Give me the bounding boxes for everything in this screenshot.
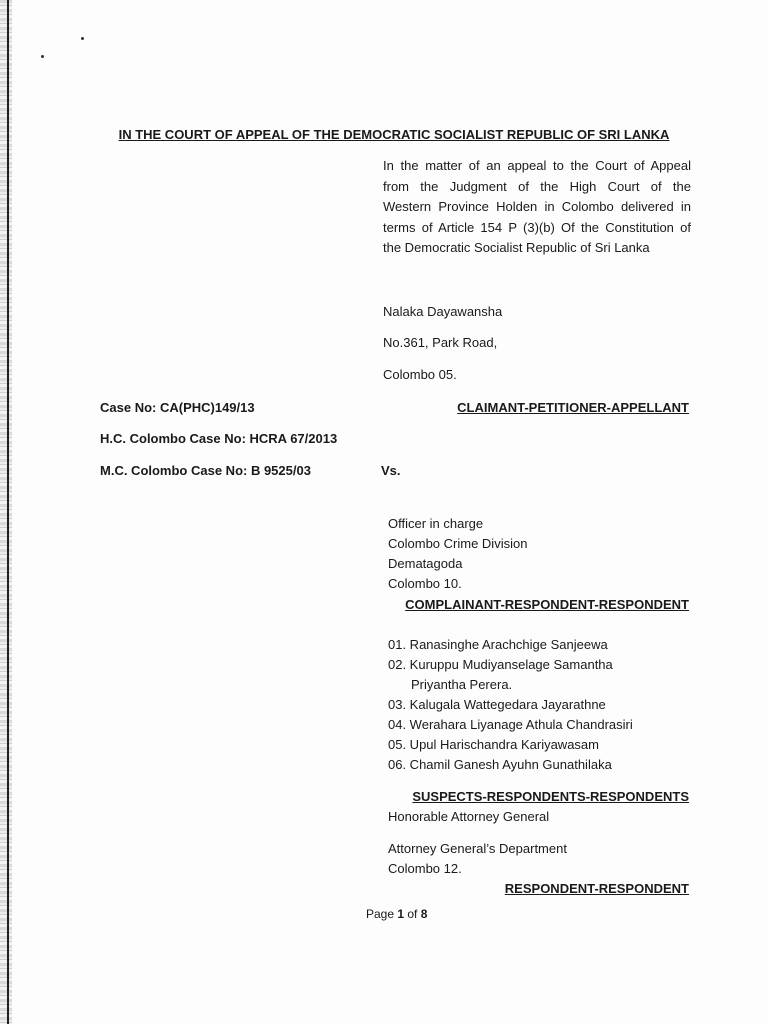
suspect-item: 05. Upul Harischandra Kariyawasam <box>388 737 599 752</box>
versus-label: Vs. <box>381 463 401 478</box>
appellant-address-line2: Colombo 05. <box>383 367 457 382</box>
appellant-role: CLAIMANT-PETITIONER-APPELLANT <box>457 400 689 415</box>
attorney-department: Attorney General’s Department <box>388 841 567 856</box>
suspect-item: 02. Kuruppu Mudiyanselage Samantha <box>388 657 613 672</box>
complainant-line: Colombo 10. <box>388 576 462 591</box>
appellant-name: Nalaka Dayawansha <box>383 304 503 319</box>
attorney-title: Honorable Attorney General <box>388 809 550 824</box>
attorney-role: RESPONDENT-RESPONDENT <box>504 881 689 896</box>
suspect-item-continued: Priyantha Perera. <box>411 677 513 692</box>
appellant-address-line1: No.361, Park Road, <box>383 335 498 350</box>
matter-line: Western Province Holden in Colombo delivered in <box>383 199 691 214</box>
matter-line: from the Judgment of the High Court of the <box>383 178 691 194</box>
complainant-line: Dematagoda <box>388 556 463 571</box>
scan-speck <box>81 37 84 40</box>
case-number-hc: H.C. Colombo Case No: HCRA 67/2013 <box>100 431 338 446</box>
suspect-item: 04. Werahara Liyanage Athula Chandrasiri <box>388 717 633 732</box>
complainant-role: COMPLAINANT-RESPONDENT-RESPONDENT <box>405 597 689 612</box>
matter-line: terms of Article 154 P (3)(b) Of the Constitution of <box>383 219 691 235</box>
page-number <box>366 907 427 921</box>
scan-speck <box>41 55 44 58</box>
page-prefix: Page <box>366 907 398 921</box>
court-heading: IN THE COURT OF APPEAL OF THE DEMOCRATIC SOCIALIST REPUBLIC OF SRI LANKA <box>118 127 670 142</box>
page-of: of <box>404 907 421 921</box>
suspects-role: SUSPECTS-RESPONDENTS-RESPONDENTS <box>412 789 689 804</box>
matter-line: In the matter of an appeal to the Court of Appeal <box>383 158 691 173</box>
case-number-ca: Case No: CA(PHC)149/13 <box>100 400 255 415</box>
scan-edge <box>0 0 12 1024</box>
suspect-item: 03. Kalugala Wattegedara Jayarathne <box>388 697 606 712</box>
case-number-mc: M.C. Colombo Case No: B 9525/03 <box>100 463 311 478</box>
complainant-line: Colombo Crime Division <box>388 536 528 551</box>
scan-border-line <box>7 0 9 1024</box>
matter-line: the Democratic Socialist Republic of Sri Lanka <box>383 240 650 255</box>
suspect-item: 06. Chamil Ganesh Ayuhn Gunathilaka <box>388 757 612 772</box>
suspect-item: 01. Ranasinghe Arachchige Sanjeewa <box>388 637 608 652</box>
matter-paragraph <box>383 156 691 259</box>
page-current: 1 <box>397 907 405 921</box>
attorney-city: Colombo 12. <box>388 861 462 876</box>
complainant-line: Officer in charge <box>388 516 484 531</box>
page-total: 8 <box>420 907 428 921</box>
